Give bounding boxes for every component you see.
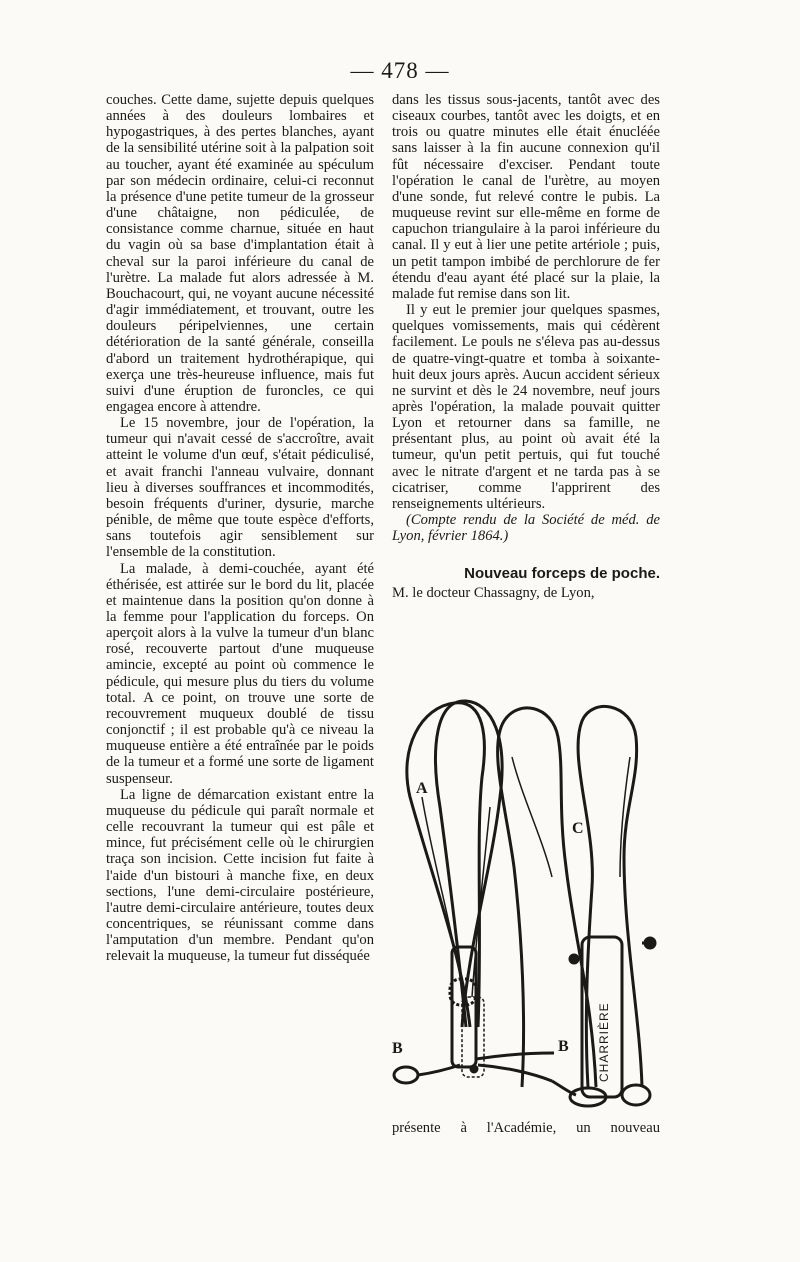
forceps-a-ring (394, 1067, 418, 1083)
paragraph-continuation: présente à l'Académie, un nouveau (392, 1120, 660, 1136)
figure-label-b-left: B (392, 1040, 403, 1057)
citation: (Compte rendu de la Société de méd. de Lyon, février 1864.) (392, 512, 660, 545)
section-heading: Nouveau forceps de poche. (464, 565, 660, 583)
paragraph: couches. Cette dame, sujette depuis quelques années à des douleurs lombaires et hypogastriques, à des pertes blanches, ayant de la sensibilité utérine soit à la palpation soit au toucher, ayant été examinée au spéculum par son médecin ordinaire, celui-ci reconnut la présence d'une petite tumeur de la grosseur d'une châtaigne, non pédiculée, de consistance comme charnue, située en haut du vagin où sa base d'implantation était à cheval sur la paroi inférieure du canal de l'urètre. La malade fut alors adressée à M. Bouchacourt, qui, ne voyant aucune nécessité d'agir immédiatement, et trouvant, outre les douleurs péripelviennes, une certain détérioration de la santé générale, conseilla d'abord un traitement hydrothérapique, qui exerça une très-heureuse influence, mais fut suivi d'une éruption de furoncles, ce qui engagea encore à attendre. (106, 92, 374, 415)
paragraph: Le 15 novembre, jour de l'opération, la tumeur qui n'avait cessé de s'accroître, avait atteint le volume d'un œuf, s'était pédiculisé, et avait franchi l'anneau vulvaire, donnant lieu à diverses souffrances et incommodités, besoin fréquents d'uriner, dysurie, marche pénible, de même que toute espèce d'efforts, sans toutefois agir sensiblement sur l'ensemble de la constitution. (106, 415, 374, 561)
right-column (392, 92, 660, 601)
paragraph: La ligne de démarcation existant entre la muqueuse du pédicule qui paraît normale et celle recouvrant la tumeur qui est pâle et mince, fut précisément celle où le chirurgien traça son incision. Cette incision fut faite à l'aide d'un bistouri à manche fixe, en deux sections, l'une demi-circulaire postérieure, l'autre demi-circulaire antérieure, toutes deux concentriques, se réunissant comme dans l'amputation d'un membre. Pendant qu'on relevait la muqueuse, la tumeur fut disséquée (106, 786, 374, 965)
page-number: — 478 — (350, 58, 450, 83)
paragraph: Il y eut le premier jour quelques spasmes, quelques vomissements, mais qui cédèrent facilement. Le pouls ne s'éleva pas au-dessus de quatre-vingt-quatre et tomba à soixante-huit deux jours après. Aucun accident sérieux ne survint et dès le 24 novembre, neuf jours après l'opération, la malade pouvait quitter Lyon et retourner dans sa famille, ne présentant plus, au point où avait été la tumeur, qu'un petit pertuis, qui fut touché avec le nitrate d'argent et ne tarda pas à se cicatriser, comme l'apprirent des renseignements ultérieurs. (392, 302, 660, 512)
forceps-drawing (392, 697, 664, 1115)
figure-label-b-right: B (558, 1038, 569, 1055)
left-column (106, 92, 374, 964)
forceps-a-blade-right (436, 701, 503, 1027)
forceps-illustration (392, 697, 664, 1115)
figure-label-c: C (572, 820, 584, 837)
maker-mark: CHARRIÈRE (597, 1002, 611, 1082)
paragraph: M. le docteur Chassagny, de Lyon, (392, 584, 595, 601)
paragraph: dans les tissus sous-jacents, tantôt avec des ciseaux courbes, tantôt avec les doigts, et en trois ou quatre minutes elle était énucléée sans laisser à la fin aucune connexion qu'il fût nécessaire d'exciser. Pendant toute l'opération le canal de l'urètre, au moyen d'une sonde, fut relevé contre le pubis. La muqueuse revint sur elle-même en forme de capuchon triangulaire à la paroi inférieure du canal. Il y eut à lier une petite artériole ; puis, un petit tampon imbibé de perchlorure de fer étendu d'eau ayant été placé sur la plaie, la malade fut remise dans son lit. (392, 92, 660, 302)
paragraph: La malade, à demi-couchée, ayant été éthérisée, est attirée sur le bord du lit, placée et maintenue dans la position qu'on donne à la femme pour l'application du forceps. On aperçoit alors à la vulve la tumeur d'un blanc rosé, recouverte partout d'une muqueuse amincie, excepté au point où commence le pédicule, qui mesure plus du tiers du volume total. A ce point, on trouve une sorte de recouvrement muqueux doublé de tissu conjonctif ; il est probable qu'à ce niveau la muqueuse entière a été entraînée par le poids de la tumeur et a formé une sorte de ligament suspenseur. (106, 560, 374, 787)
figure-label-a: A (416, 780, 428, 797)
